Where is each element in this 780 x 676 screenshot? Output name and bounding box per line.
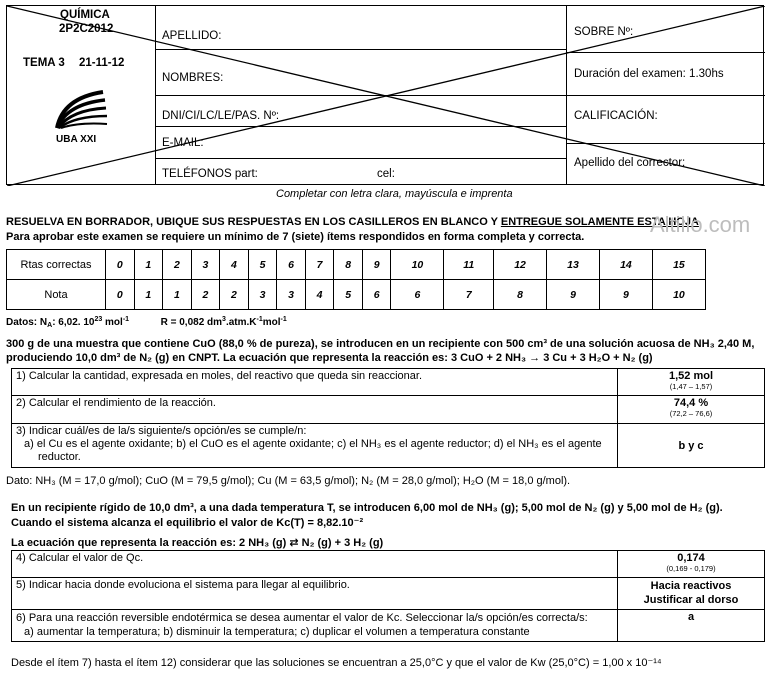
row-label: Rtas correctas bbox=[7, 250, 106, 280]
table-cell: 6 bbox=[391, 280, 444, 310]
table-row bbox=[12, 610, 765, 642]
question-options: reductor. bbox=[38, 451, 81, 463]
answer-range: (1,47 – 1,57) bbox=[669, 382, 713, 391]
table-cell: 9 bbox=[362, 250, 391, 280]
table-cell: 7 bbox=[444, 280, 494, 310]
watermark: Altillo.com bbox=[650, 212, 751, 237]
datos-text: A bbox=[47, 322, 53, 329]
tema-label: TEMA 3 bbox=[23, 57, 65, 69]
exam-date: 21-11-12 bbox=[79, 57, 125, 69]
datos-text: 23 bbox=[94, 316, 103, 323]
table-cell: 13 bbox=[547, 250, 600, 280]
corrector-label: Apellido del corrector: bbox=[574, 157, 686, 169]
datos-text: -1 bbox=[256, 316, 263, 323]
cel-label: cel: bbox=[377, 168, 395, 180]
problem2-table bbox=[11, 550, 765, 642]
table-row bbox=[7, 250, 706, 280]
problem2-equation: La ecuación que representa la reacción es: 2 NH₃ (g) ⇄ N₂ (g) + 3 H₂ (g) bbox=[11, 537, 384, 549]
table-cell: 3 bbox=[248, 280, 277, 310]
telefonos-label: TELÉFONOS part: bbox=[162, 168, 258, 180]
answer-value: a bbox=[618, 610, 765, 642]
cross-out-mark bbox=[7, 6, 765, 186]
answer-value: b y c bbox=[618, 424, 765, 468]
subject-label: QUÍMICA bbox=[60, 9, 110, 21]
answer-value: 0,174 bbox=[677, 552, 705, 564]
answer-range: (0,169 - 0,179) bbox=[666, 564, 716, 573]
datos-text: -1 bbox=[122, 316, 130, 323]
question-text: 6) Para una reacción reversible endotérmica se desea aumentar el valor de Kc. Seleccionar la/s opción/es correcta/s: bbox=[16, 612, 588, 624]
table-cell: 2 bbox=[163, 250, 192, 280]
datos-text: .atm.K bbox=[225, 317, 257, 328]
table-row bbox=[12, 551, 765, 578]
table-cell: 3 bbox=[277, 280, 306, 310]
question-cell: 2) Calcular el rendimiento de la reacción. bbox=[12, 396, 618, 424]
datos-text: Datos: N bbox=[6, 317, 48, 328]
footer-note: Desde el ítem 7) hasta el ítem 12) considerar que las soluciones se encuentran a 25,0°C y que el valor de Kw (25,0°C) = 1,00 x 10⁻¹⁴ bbox=[11, 657, 662, 669]
problem2-statement: En un recipiente rígido de 10,0 dm³, a una dada temperatura T, se introducen 6,00 mol de NH₃ (g); 5,00 mol de N₂ (g) y 5,00 mol de H₂ (g). bbox=[11, 502, 723, 514]
table-cell: 4 bbox=[305, 280, 334, 310]
question-cell: 1) Calcular la cantidad, expresada en moles, del reactivo que queda sin reaccionar. bbox=[12, 369, 618, 396]
question-cell: 4) Calcular el valor de Qc. bbox=[12, 551, 618, 578]
question-options: a) aumentar la temperatura; b) disminuir la temperatura; c) duplicar el volumen a temperatura constante bbox=[24, 626, 530, 638]
answer-cell bbox=[618, 551, 765, 578]
table-row bbox=[12, 396, 765, 424]
question-cell bbox=[12, 610, 618, 642]
question-cell bbox=[12, 424, 618, 468]
table-cell: 2 bbox=[191, 280, 220, 310]
problem1-table bbox=[11, 368, 765, 468]
table-cell: 8 bbox=[494, 280, 547, 310]
table-row bbox=[7, 280, 706, 310]
email-label: E-MAIL: bbox=[162, 137, 204, 149]
table-row bbox=[12, 369, 765, 396]
datos-text: -1 bbox=[280, 316, 287, 323]
datos-line bbox=[6, 316, 287, 329]
header-box bbox=[6, 5, 764, 185]
nombres-label: NOMBRES: bbox=[162, 72, 224, 84]
table-cell: 5 bbox=[334, 280, 363, 310]
table-cell: 6 bbox=[277, 250, 306, 280]
table-cell: 12 bbox=[494, 250, 547, 280]
table-cell: 9 bbox=[599, 280, 652, 310]
table-cell: 15 bbox=[652, 250, 705, 280]
table-cell: 8 bbox=[334, 250, 363, 280]
apellido-label: APELLIDO: bbox=[162, 30, 222, 42]
problem1-statement: 300 g de una muestra que contiene CuO (88,0 % de pureza), se introducen en un recipiente con 500 cm³ de una solución acuosa de NH₃ 2,40 M, bbox=[6, 338, 755, 350]
datos-text: mol bbox=[262, 317, 281, 328]
answer-cell bbox=[618, 396, 765, 424]
answer-range: (72,2 – 76,6) bbox=[669, 409, 713, 418]
datos-text: mol bbox=[102, 317, 123, 328]
datos-text: 3 bbox=[222, 316, 226, 323]
table-cell: 14 bbox=[599, 250, 652, 280]
table-cell: 0 bbox=[106, 250, 135, 280]
answer-value: Hacia reactivos bbox=[650, 580, 732, 592]
calificacion-label: CALIFICACIÓN: bbox=[574, 110, 658, 122]
duracion-label: Duración del examen: 1.30hs bbox=[574, 68, 724, 80]
fill-instruction: Completar con letra clara, mayúscula e imprenta bbox=[276, 188, 513, 200]
instructions-text: RESUELVA EN BORRADOR, UBIQUE SUS RESPUESTAS EN LOS CASILLEROS EN BLANCO Y bbox=[6, 216, 501, 228]
table-cell: 9 bbox=[547, 280, 600, 310]
answer-cell bbox=[618, 369, 765, 396]
answer-value: 74,4 % bbox=[673, 397, 709, 409]
table-row bbox=[12, 424, 765, 468]
problem1-dato: Dato: NH₃ (M = 17,0 g/mol); CuO (M = 79,5 g/mol); Cu (M = 63,5 g/mol); N₂ (M = 28,0 g/mol); H₂O (M = 18,0 g/mol). bbox=[6, 475, 571, 487]
table-cell: 10 bbox=[652, 280, 705, 310]
table-cell: 1 bbox=[134, 280, 163, 310]
question-cell: 5) Indicar hacia donde evoluciona el sistema para llegar al equilibrio. bbox=[12, 578, 618, 610]
table-cell: 0 bbox=[106, 280, 135, 310]
dni-label: DNI/CI/LC/LE/PAS. Nº: bbox=[162, 110, 280, 122]
problem2-condition: Cuando el sistema alcanza el equilibrio el valor de Kc(T) = 8,82.10⁻² bbox=[11, 517, 364, 529]
table-cell: 10 bbox=[391, 250, 444, 280]
datos-text: : 6,02. 10 bbox=[52, 317, 95, 328]
answer-cell bbox=[618, 578, 765, 610]
question-options: a) el Cu es el agente oxidante; b) el CuO es el agente oxidante; c) el NH₃ es el agente reductor; d) el NH₃ es el agente bbox=[24, 438, 602, 450]
instructions-line1 bbox=[6, 216, 699, 228]
table-cell: 7 bbox=[305, 250, 334, 280]
instructions-underlined: ENTREGUE SOLAMENTE ESTA HOJA bbox=[500, 216, 699, 228]
exam-code: 2P2C2012 bbox=[59, 23, 114, 35]
table-row bbox=[12, 578, 765, 610]
answer-value: Justificar al dorso bbox=[643, 594, 739, 606]
table-cell: 6 bbox=[362, 280, 391, 310]
answer-value: 1,52 mol bbox=[668, 370, 714, 382]
table-cell: 1 bbox=[163, 280, 192, 310]
row-label: Nota bbox=[7, 280, 106, 310]
table-cell: 5 bbox=[248, 250, 277, 280]
table-cell: 1 bbox=[134, 250, 163, 280]
problem1-equation: produciendo 10,0 dm³ de N₂ (g) en CNPT. La ecuación que representa la reacción es: 3 CuO + 2 NH₃ → 3 Cu + 3 H₂O + N₂ (g) bbox=[6, 352, 653, 364]
table-cell: 2 bbox=[220, 280, 249, 310]
table-cell: 11 bbox=[444, 250, 494, 280]
table-cell: 4 bbox=[220, 250, 249, 280]
table-cell: 3 bbox=[191, 250, 220, 280]
instructions-line2: Para aprobar este examen se requiere un mínimo de 7 (siete) ítems respondidos en forma completa y correcta. bbox=[6, 231, 585, 243]
datos-text: R = 0,082 dm bbox=[160, 317, 223, 328]
sobre-label: SOBRE Nº: bbox=[574, 26, 634, 38]
grades-table bbox=[6, 249, 706, 310]
question-text: 3) Indicar cuál/es de la/s siguiente/s opción/es se cumple/n: bbox=[16, 425, 307, 437]
logo-text: UBA XXI bbox=[56, 134, 97, 145]
